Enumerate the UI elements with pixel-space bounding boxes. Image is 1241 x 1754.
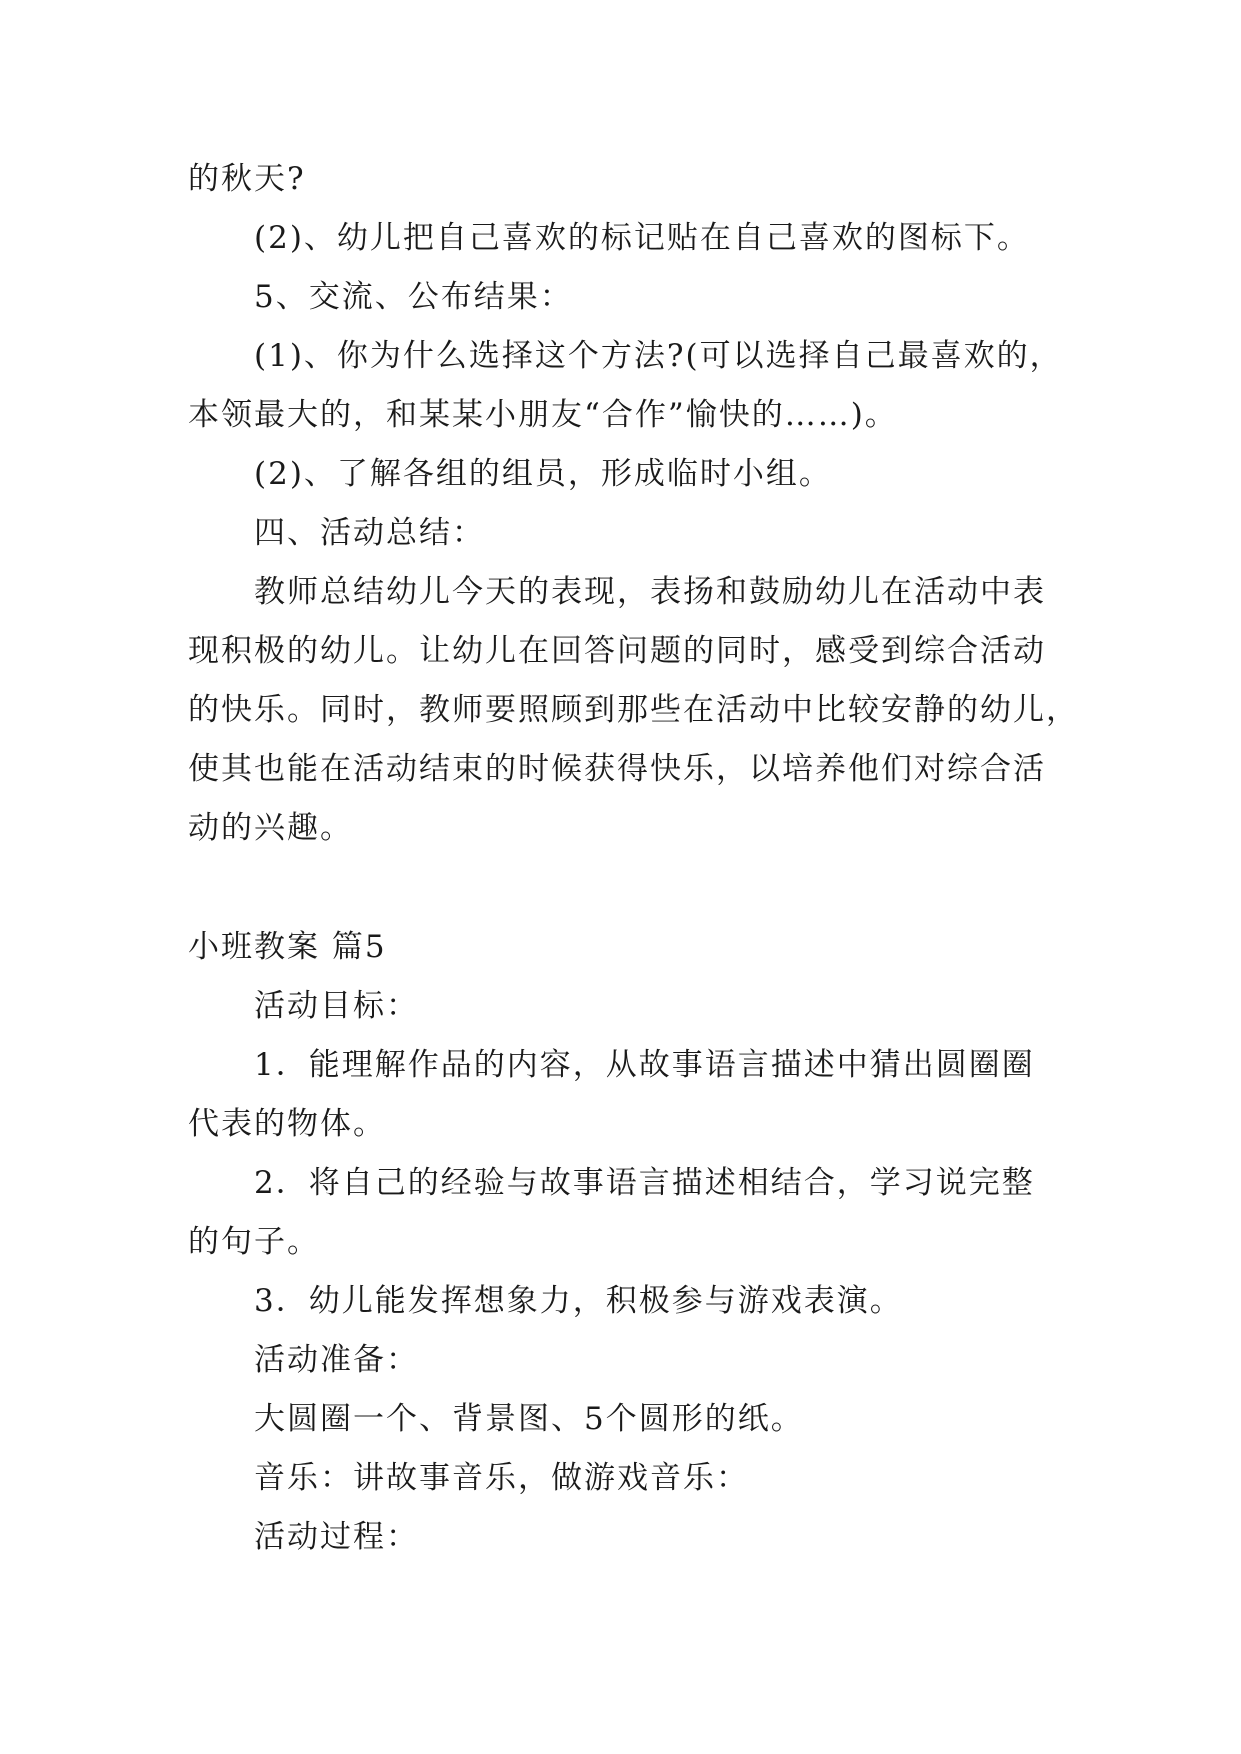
paragraph-line: 的句子。 (188, 1224, 320, 1260)
paragraph-line: 动的兴趣。 (188, 810, 353, 846)
paragraph-line: 的秋天? (188, 161, 306, 197)
paragraph-line: 1．能理解作品的内容，从故事语言描述中猜出圆圈圈 (254, 1047, 1035, 1083)
section-5-title: 小班教案 篇5 (188, 929, 387, 965)
paragraph-line: 活动准备： (254, 1342, 419, 1378)
paragraph-line: 活动目标： (254, 988, 419, 1024)
paragraph-line: 3．幼儿能发挥想象力，积极参与游戏表演。 (254, 1283, 903, 1319)
paragraph-line: 代表的物体。 (188, 1106, 386, 1142)
paragraph-line: (2)、了解各组的组员，形成临时小组。 (254, 456, 832, 492)
paragraph-line: 本领最大的，和某某小朋友“合作”愉快的……)。 (188, 397, 898, 433)
document-content (188, 150, 1079, 1567)
paragraph-line: 四、活动总结： (254, 515, 485, 551)
paragraph-line: 大圆圈一个、背景图、5个圆形的纸。 (254, 1401, 804, 1437)
section-5-body (188, 977, 1068, 1567)
paragraph-line: 5、交流、公布结果： (254, 279, 573, 315)
paragraph-line: 2．将自己的经验与故事语言描述相结合，学习说完整 (254, 1165, 1035, 1201)
paragraph-line: 音乐：讲故事音乐，做游戏音乐： (254, 1460, 749, 1496)
section-gap (188, 858, 1068, 918)
section-4-tail (188, 150, 1079, 858)
paragraph-line: 现积极的幼儿。让幼儿在回答问题的同时，感受到综合活动 (188, 633, 1046, 669)
paragraph-line: (2)、幼儿把自己喜欢的标记贴在自己喜欢的图标下。 (254, 220, 1030, 256)
paragraph-line: 活动过程： (254, 1519, 419, 1555)
paragraph-line: 使其也能在活动结束的时候获得快乐，以培养他们对综合活 (188, 751, 1046, 787)
paragraph-line: 的快乐。同时，教师要照顾到那些在活动中比较安静的幼儿， (188, 692, 1079, 728)
paragraph-line: 教师总结幼儿今天的表现，表扬和鼓励幼儿在活动中表 (254, 574, 1046, 610)
paragraph-line: (1)、你为什么选择这个方法?(可以选择自己最喜欢的， (254, 338, 1063, 374)
